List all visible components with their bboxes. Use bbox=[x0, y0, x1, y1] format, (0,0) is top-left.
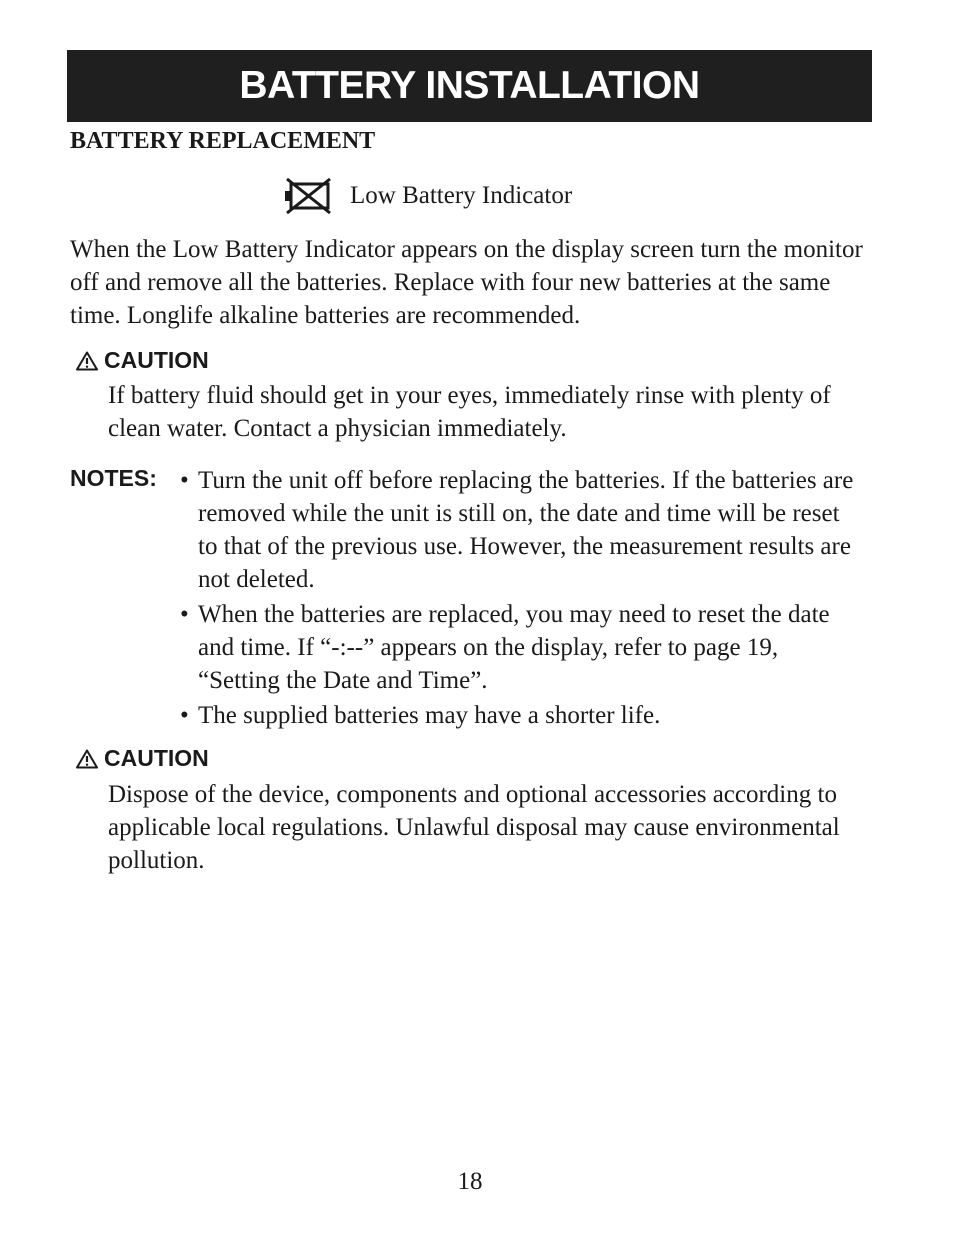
indicator-label: Low Battery Indicator bbox=[350, 182, 573, 209]
bullet: • bbox=[180, 467, 189, 494]
low-battery-indicator-row bbox=[284, 178, 572, 214]
section-heading: BATTERY REPLACEMENT bbox=[70, 128, 376, 154]
note-text: Turn the unit off before replacing the batteries. If the batteries are removed while the unit is still on, the date and time will be reset to that of the previous use. However, the measurement results are not deleted. bbox=[198, 467, 854, 593]
intro-paragraph: When the Low Battery Indicator appears on the display screen turn the monitor off and remove all the batteries. Replace with four new batteries at the same time. Longlife alkaline batteries are recommended. bbox=[70, 236, 863, 329]
note-item bbox=[180, 699, 860, 732]
low-battery-icon bbox=[284, 178, 332, 214]
bullet: • bbox=[180, 601, 189, 628]
caution-heading-2 bbox=[76, 745, 209, 772]
page-number: 18 bbox=[457, 1168, 483, 1195]
warning-icon bbox=[76, 351, 98, 371]
caution-label: CAUTION bbox=[104, 347, 209, 373]
notes-label: NOTES: bbox=[70, 465, 157, 491]
caution-text-1: If battery fluid should get in your eyes, immediately rinse with plenty of clean water. Contact a physician immediately. bbox=[108, 382, 831, 442]
note-item bbox=[180, 464, 860, 596]
caution-text-2: Dispose of the device, components and optional accessories according to applicable local regulations. Unlawful disposal may cause environmental pollution. bbox=[108, 781, 840, 874]
caution-label: CAUTION bbox=[104, 745, 209, 771]
warning-icon bbox=[76, 749, 98, 769]
notes-list bbox=[180, 464, 860, 734]
bullet: • bbox=[180, 702, 189, 729]
note-item bbox=[180, 598, 860, 697]
note-text: When the batteries are replaced, you may need to reset the date and time. If “-:--” appears on the display, refer to page 19, “Setting the Date and Time”. bbox=[198, 601, 830, 694]
page-title: BATTERY INSTALLATION bbox=[67, 50, 872, 122]
note-text: The supplied batteries may have a shorter life. bbox=[198, 702, 661, 729]
caution-heading-1 bbox=[76, 347, 209, 374]
